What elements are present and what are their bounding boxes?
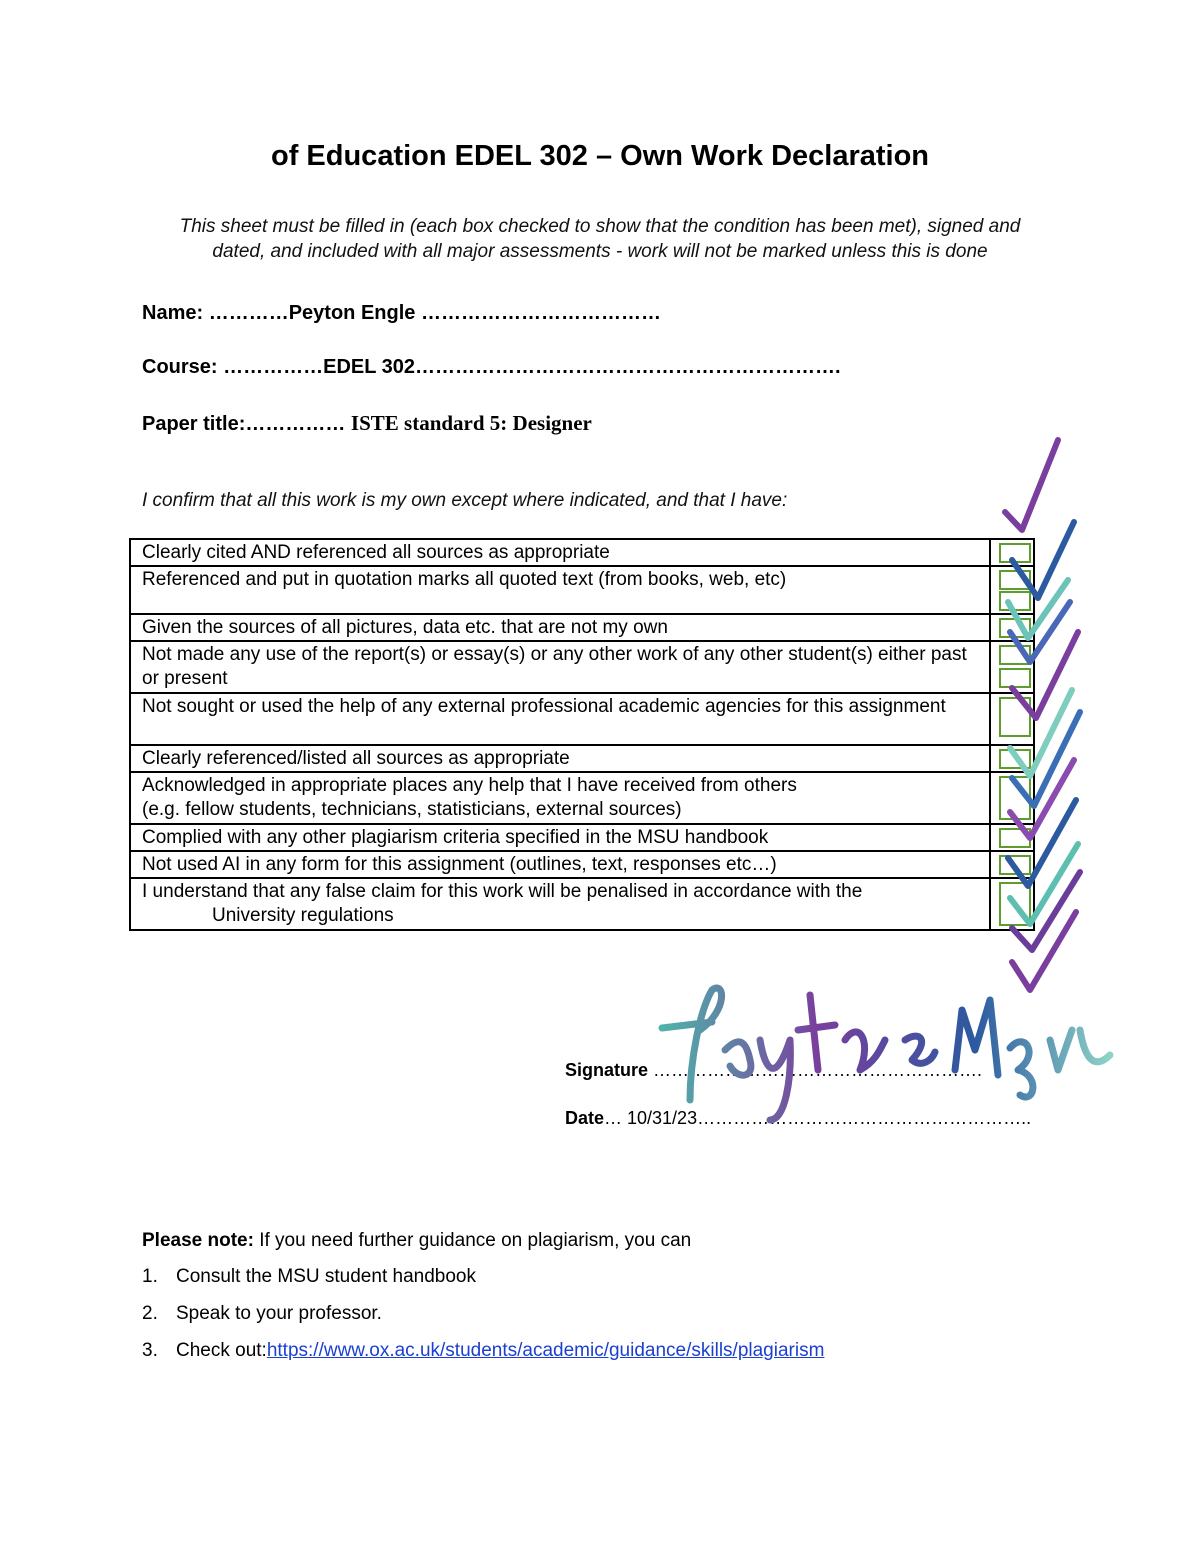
checkmark [1008,580,1068,638]
condition-text: I understand that any false claim for this work will be penalised in accordance with the [142,881,863,902]
paper-title-dots: …………… [245,413,351,435]
course-label: Course: [142,356,224,378]
signature-label: Signature [565,1060,649,1080]
list-number: 1. [142,1266,158,1287]
paper-title-label: Paper title: [142,413,246,435]
note-label: Please note: [142,1230,254,1251]
confirmation-statement: I confirm that all this work is my own except where indicated, and that I have: [142,490,788,511]
checkmark [1010,602,1070,662]
checkmark [1012,712,1080,806]
list-text: Speak to your professor. [176,1303,382,1324]
condition-text: Acknowledged in appropriate places any help that I have received from others [142,775,797,796]
condition-text: Not made any use of the report(s) or essay(s) or any other work of any other student(s) either past or present [130,641,990,693]
date-value: … 10/31/23……………………………………………….. [604,1108,1032,1128]
note-text: If you need further guidance on plagiarism, you can [253,1230,692,1251]
condition-text: Given the sources of all pictures, data etc. that are not my own [130,614,990,641]
list-number: 2. [142,1303,158,1324]
list-number: 3. [142,1340,158,1361]
condition-text: University regulations [212,905,394,926]
checkmark [1005,440,1058,530]
condition-text: Referenced and put in quotation marks all quoted text (from books, web, etc) [130,566,990,614]
condition-text: (e.g. fellow students, technicians, statisticians, external sources) [142,799,682,820]
course-value: ……………EDEL 302………………………………………………………. [223,356,841,378]
condition-text: Not used AI in any form for this assignment (outlines, text, responses etc…) [130,851,990,878]
condition-text: Complied with any other plagiarism criteria specified in the MSU handbook [130,824,990,851]
list-text: Check out: [176,1340,267,1361]
signature-dots: ………………………………………………. [648,1060,983,1080]
signature-ink [662,988,1110,1120]
paper-title-value: ISTE standard 5: Designer [350,411,592,435]
condition-text: Clearly referenced/listed all sources as appropriate [130,745,990,772]
date-label: Date [565,1108,605,1128]
name-label: Name: [142,302,209,324]
instructions: This sheet must be filled in (each box checked to show that the condition has been met), signed and dated, and included with all major assessments - work will not be marked unless this is done [179,216,1021,262]
plagiarism-guidance-link[interactable]: https://www.ox.ac.uk/students/academic/guidance/skills/plagiarism [266,1340,825,1361]
name-value: …………Peyton Engle ……………………………… [208,302,661,324]
page-title: of Education EDEL 302 – Own Work Declaration [270,140,930,172]
list-text: Consult the MSU student handbook [176,1266,476,1287]
checkmark [1012,912,1076,990]
condition-text: Not sought or used the help of any external professional academic agencies for this assignment [130,693,990,745]
condition-text: Clearly cited AND referenced all sources as appropriate [130,539,990,566]
